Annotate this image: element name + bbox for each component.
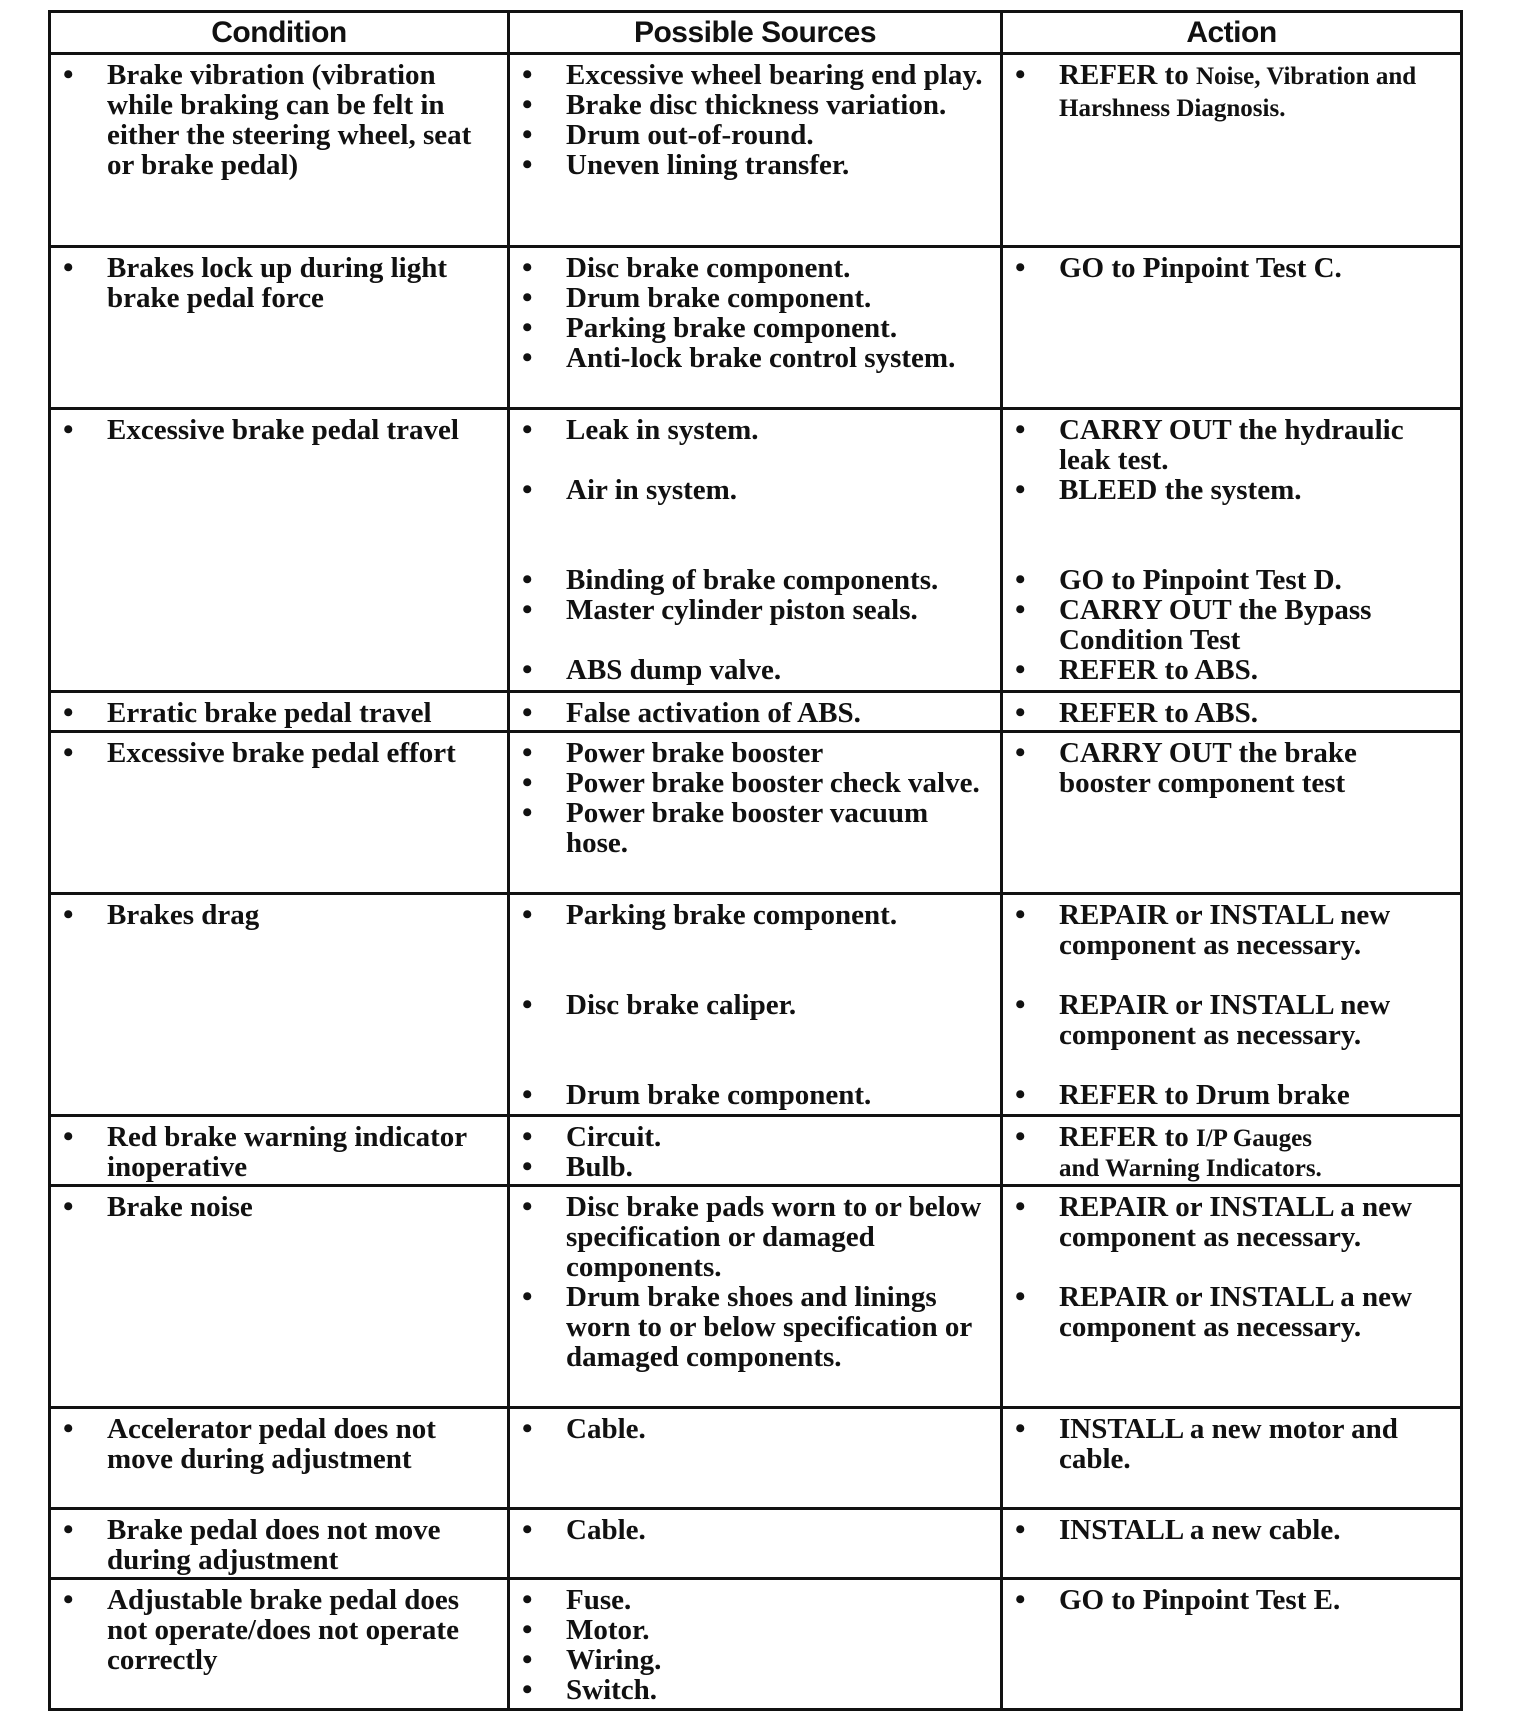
action-cell xyxy=(1002,1579,1462,1710)
source-item: • ABS dump valve. xyxy=(522,655,992,685)
source-item: • Disc brake pads worn to or below specification or damaged components. xyxy=(522,1192,992,1282)
source-item: • Power brake booster vacuum hose. xyxy=(522,798,992,858)
sources-cell xyxy=(509,894,1002,1116)
condition-cell xyxy=(50,1186,509,1408)
source-item: • Circuit. xyxy=(522,1122,992,1152)
source-item: • Bulb. xyxy=(522,1152,992,1182)
table-header-row xyxy=(50,12,1462,54)
condition-text: • Erratic brake pedal travel xyxy=(63,698,499,728)
action-item: • REPAIR or INSTALL new component as necessary. xyxy=(1015,900,1452,960)
sources-cell xyxy=(509,247,1002,409)
action-item: • REFER to Drum brake xyxy=(1015,1080,1452,1110)
reference-link[interactable]: I/P Gauges xyxy=(1195,1125,1312,1152)
action-item: • CARRY OUT the Bypass Condition Test xyxy=(1015,595,1452,655)
table-row xyxy=(50,1579,1462,1710)
sources-cell xyxy=(509,409,1002,692)
source-item: • Drum brake shoes and linings worn to or below specification or damaged components. xyxy=(522,1282,992,1372)
source-item: • Leak in system. xyxy=(522,415,992,445)
table-row xyxy=(50,1116,1462,1186)
source-item: • Brake disc thickness variation. xyxy=(522,90,992,120)
action-cell xyxy=(1002,1509,1462,1579)
action-cell xyxy=(1002,247,1462,409)
action-item xyxy=(1015,1122,1452,1184)
condition-cell xyxy=(50,54,509,247)
action-item xyxy=(1015,60,1452,124)
source-item: • Motor. xyxy=(522,1615,992,1645)
condition-text: • Red brake warning indicator inoperative xyxy=(63,1122,499,1182)
table-row xyxy=(50,409,1462,692)
table-row xyxy=(50,1509,1462,1579)
condition-text: • Adjustable brake pedal does not operate/does not operate correctly xyxy=(63,1585,499,1675)
condition-cell xyxy=(50,247,509,409)
condition-text: • Excessive brake pedal effort xyxy=(63,738,499,768)
sources-cell xyxy=(509,1509,1002,1579)
table-row xyxy=(50,1186,1462,1408)
condition-text: • Excessive brake pedal travel xyxy=(63,415,499,445)
source-item: • Cable. xyxy=(522,1515,992,1545)
source-item: • Parking brake component. xyxy=(522,900,992,930)
condition-cell xyxy=(50,1116,509,1186)
sources-cell xyxy=(509,54,1002,247)
action-cell xyxy=(1002,54,1462,247)
action-item: • CARRY OUT the brake booster component test xyxy=(1015,738,1452,798)
source-item: • Excessive wheel bearing end play. xyxy=(522,60,992,90)
condition-text: • Brakes drag xyxy=(63,900,499,930)
table-row xyxy=(50,1408,1462,1509)
header-possible-sources: Possible Sources xyxy=(509,12,1002,54)
reference-link-continued[interactable]: and Warning Indicators. xyxy=(1059,1155,1322,1182)
sources-cell xyxy=(509,1186,1002,1408)
action-lead: REFER to xyxy=(1059,59,1189,91)
action-item: • GO to Pinpoint Test C. xyxy=(1015,253,1452,283)
action-cell xyxy=(1002,1116,1462,1186)
table-row xyxy=(50,894,1462,1116)
action-item: • REFER to ABS. xyxy=(1015,655,1452,685)
action-cell xyxy=(1002,1186,1462,1408)
condition-cell xyxy=(50,1509,509,1579)
condition-cell xyxy=(50,894,509,1116)
source-item: • Fuse. xyxy=(522,1585,992,1615)
source-item: • Power brake booster check valve. xyxy=(522,768,992,798)
source-item: • Air in system. xyxy=(522,475,992,505)
condition-text: • Brake noise xyxy=(63,1192,499,1222)
source-item: • Cable. xyxy=(522,1414,992,1444)
table-row xyxy=(50,247,1462,409)
condition-text: • Brake pedal does not move during adjustment xyxy=(63,1515,499,1575)
action-item: • GO to Pinpoint Test D. xyxy=(1015,565,1452,595)
source-item: • Parking brake component. xyxy=(522,313,992,343)
action-item: • REPAIR or INSTALL a new component as necessary. xyxy=(1015,1282,1452,1342)
action-item: • INSTALL a new cable. xyxy=(1015,1515,1452,1545)
condition-text: • Accelerator pedal does not move during adjustment xyxy=(63,1414,499,1474)
action-cell xyxy=(1002,1408,1462,1509)
sources-cell xyxy=(509,732,1002,894)
action-cell xyxy=(1002,894,1462,1116)
source-item: • False activation of ABS. xyxy=(522,698,992,728)
source-item: • Switch. xyxy=(522,1675,992,1705)
source-item: • Drum brake component. xyxy=(522,283,992,313)
source-item: • Disc brake caliper. xyxy=(522,990,992,1020)
condition-cell xyxy=(50,409,509,692)
condition-text: • Brake vibration (vibration while braking can be felt in either the steering wheel, seat or brake pedal) xyxy=(63,60,499,180)
sources-cell xyxy=(509,1116,1002,1186)
sources-cell xyxy=(509,692,1002,732)
action-item: • CARRY OUT the hydraulic leak test. xyxy=(1015,415,1452,475)
condition-text: • Brakes lock up during light brake pedal force xyxy=(63,253,499,313)
source-item: • Master cylinder piston seals. xyxy=(522,595,992,625)
table-row xyxy=(50,54,1462,247)
sources-cell xyxy=(509,1579,1002,1710)
condition-cell xyxy=(50,1408,509,1509)
action-cell xyxy=(1002,732,1462,894)
reference-link[interactable]: Noise, Vibration and Harshness Diagnosis. xyxy=(1059,63,1417,122)
source-item: • Anti-lock brake control system. xyxy=(522,343,992,373)
action-item: • BLEED the system. xyxy=(1015,475,1452,505)
table-row xyxy=(50,732,1462,894)
action-lead: REFER to xyxy=(1059,1121,1189,1153)
header-condition: Condition xyxy=(50,12,509,54)
action-item: • REFER to ABS. xyxy=(1015,698,1452,728)
table-row xyxy=(50,692,1462,732)
action-cell xyxy=(1002,692,1462,732)
sources-cell xyxy=(509,1408,1002,1509)
condition-cell xyxy=(50,1579,509,1710)
condition-cell xyxy=(50,732,509,894)
action-item: • GO to Pinpoint Test E. xyxy=(1015,1585,1452,1615)
source-item: • Power brake booster xyxy=(522,738,992,768)
source-item: • Drum out-of-round. xyxy=(522,120,992,150)
action-cell xyxy=(1002,409,1462,692)
condition-cell xyxy=(50,692,509,732)
header-action: Action xyxy=(1002,12,1462,54)
action-item: • INSTALL a new motor and cable. xyxy=(1015,1414,1452,1474)
source-item: • Drum brake component. xyxy=(522,1080,992,1110)
source-item: • Wiring. xyxy=(522,1645,992,1675)
source-item: • Uneven lining transfer. xyxy=(522,150,992,180)
action-item: • REPAIR or INSTALL a new component as necessary. xyxy=(1015,1192,1452,1252)
source-item: • Binding of brake components. xyxy=(522,565,992,595)
source-item: • Disc brake component. xyxy=(522,253,992,283)
diagnosis-table xyxy=(48,10,1463,1711)
action-item: • REPAIR or INSTALL new component as necessary. xyxy=(1015,990,1452,1050)
